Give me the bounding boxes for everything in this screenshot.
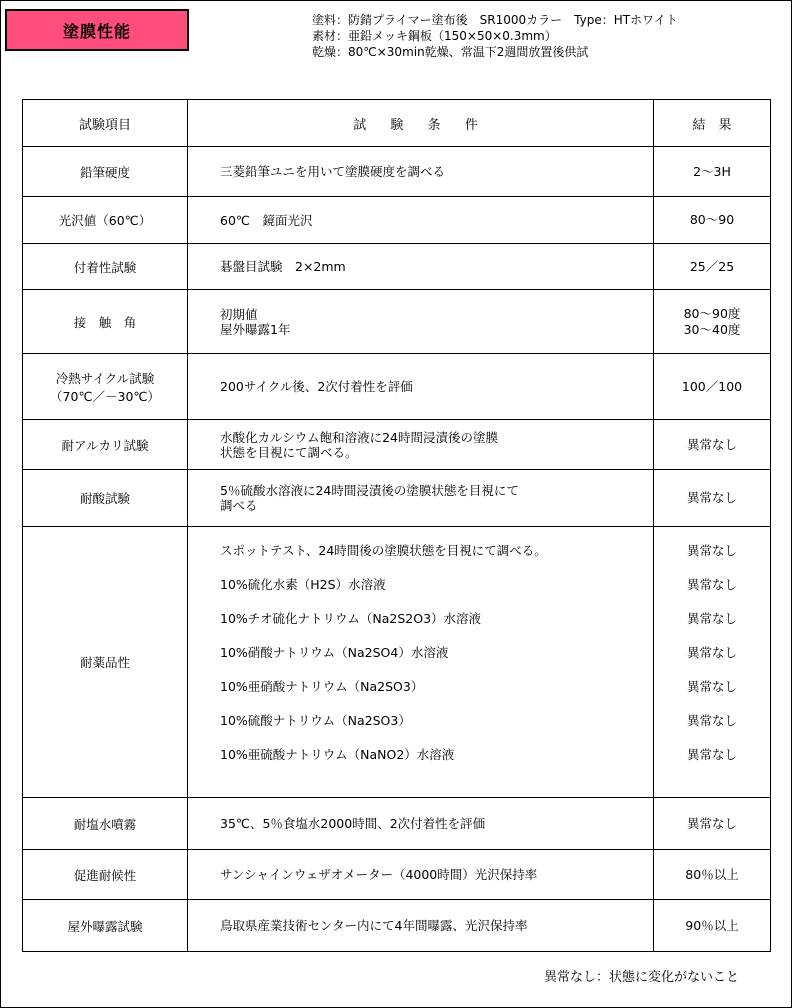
row-result [654, 290, 771, 354]
list-item: スポットテスト、24時間後の塗膜状態を目視にて調べる。 [220, 543, 547, 558]
row-result: 異常なし [654, 420, 771, 470]
row-item: 促進耐候性 [23, 850, 188, 900]
condition-line: 状態を目視にて調べる。 [220, 444, 358, 460]
row-result: 80％以上 [654, 850, 771, 900]
row-item: 光沢値（60℃） [23, 197, 188, 244]
result-line: 80～90度 [683, 305, 741, 321]
chemical-results [654, 527, 770, 797]
page-title: 塗膜性能 [5, 9, 189, 51]
list-item: 異常なし [686, 747, 737, 762]
row-result [654, 527, 771, 798]
row-result: 100／100 [654, 354, 771, 420]
list-item: 異常なし [686, 713, 737, 728]
table-row [23, 850, 771, 900]
list-item: 10%亜硝酸ナトリウム（Na2SO3） [220, 679, 424, 694]
table-header-row [23, 100, 771, 147]
row-item: 鉛筆硬度 [23, 147, 188, 197]
chemical-list [220, 527, 653, 797]
condition-line: 初期値 [220, 306, 258, 322]
row-condition [188, 290, 654, 354]
row-condition: 三菱鉛筆ユニを用いて塗膜硬度を調べる [188, 147, 654, 197]
footnote: 異常なし：状態に変化がないこと [544, 970, 740, 985]
list-item: 異常なし [686, 577, 737, 592]
list-item: 10%亜硫酸ナトリウム（NaNO2）水溶液 [220, 747, 455, 762]
row-condition: 碁盤目試験 2×2mm [188, 244, 654, 290]
table-row [23, 900, 771, 952]
row-item: 耐酸試験 [23, 470, 188, 527]
list-item: 10%硫酸ナトリウム（Na2SO3） [220, 713, 411, 728]
table-row [23, 354, 771, 420]
header-condition: 試 験 条 件 [188, 100, 654, 147]
row-result: 25／25 [654, 244, 771, 290]
row-condition: サンシャインウェザオメーター（4000時間）光沢保持率 [188, 850, 654, 900]
row-condition [188, 527, 654, 798]
condition-line: 調べる [220, 498, 258, 513]
row-item: 耐薬品性 [23, 527, 188, 798]
row-item: 耐塩水噴霧 [23, 798, 188, 850]
table-row [23, 290, 771, 354]
row-item: 屋外曝露試験 [23, 900, 188, 952]
spec-paint: 塗料：防錆プライマー塗布後 SR1000カラー Type：HTホワイト [312, 13, 678, 27]
item-line: （70℃／－30℃） [50, 388, 160, 404]
result-line: 30～40度 [683, 321, 741, 337]
row-item: 付着性試験 [23, 244, 188, 290]
table-row [23, 798, 771, 850]
row-item: 耐アルカリ試験 [23, 420, 188, 470]
row-result: 90％以上 [654, 900, 771, 952]
table-row [23, 244, 771, 290]
table-row [23, 470, 771, 527]
row-condition: 35℃、5％食塩水2000時間、2次付着性を評価 [188, 798, 654, 850]
list-item: 10%チオ硫化ナトリウム（Na2S2O3）水溶液 [220, 611, 482, 626]
item-line: 冷熱サイクル試験 [55, 370, 155, 386]
list-item: 10%硝酸ナトリウム（Na2SO4）水溶液 [220, 645, 449, 660]
header-item: 試験項目 [23, 100, 188, 147]
results-table [22, 99, 771, 952]
row-result: 異常なし [654, 798, 771, 850]
list-item: 異常なし [686, 679, 737, 694]
condition-line: 屋外曝露1年 [220, 321, 291, 337]
table-row [23, 420, 771, 470]
header-result: 結 果 [654, 100, 771, 147]
spec-block [312, 12, 678, 60]
spec-drying: 乾燥：80℃×30min乾燥、常温下2週間放置後供試 [312, 45, 589, 59]
row-condition [188, 470, 654, 527]
row-result: 80～90 [654, 197, 771, 244]
list-item: 異常なし [686, 611, 737, 626]
condition-line: 5％硫酸水溶液に24時間浸漬後の塗膜状態を目視にて [220, 483, 519, 498]
list-item: 10%硫化水素（H2S）水溶液 [220, 577, 386, 592]
row-condition: 200サイクル後、2次付着性を評価 [188, 354, 654, 420]
row-result: 2～3H [654, 147, 771, 197]
row-result: 異常なし [654, 470, 771, 527]
row-item [23, 354, 188, 420]
row-condition: 鳥取県産業技術センター内にて4年間曝露、光沢保持率 [188, 900, 654, 952]
row-condition: 60℃ 鏡面光沢 [188, 197, 654, 244]
table-row [23, 197, 771, 244]
row-condition [188, 420, 654, 470]
table-row [23, 527, 771, 798]
spec-material: 素材：亜鉛メッキ鋼板（150×50×0.3mm） [312, 29, 557, 43]
list-item: 異常なし [686, 543, 737, 558]
row-item: 接 触 角 [23, 290, 188, 354]
table-row [23, 147, 771, 197]
list-item: 異常なし [686, 645, 737, 660]
condition-line: 水酸化カルシウム飽和溶液に24時間浸漬後の塗膜 [220, 429, 498, 445]
